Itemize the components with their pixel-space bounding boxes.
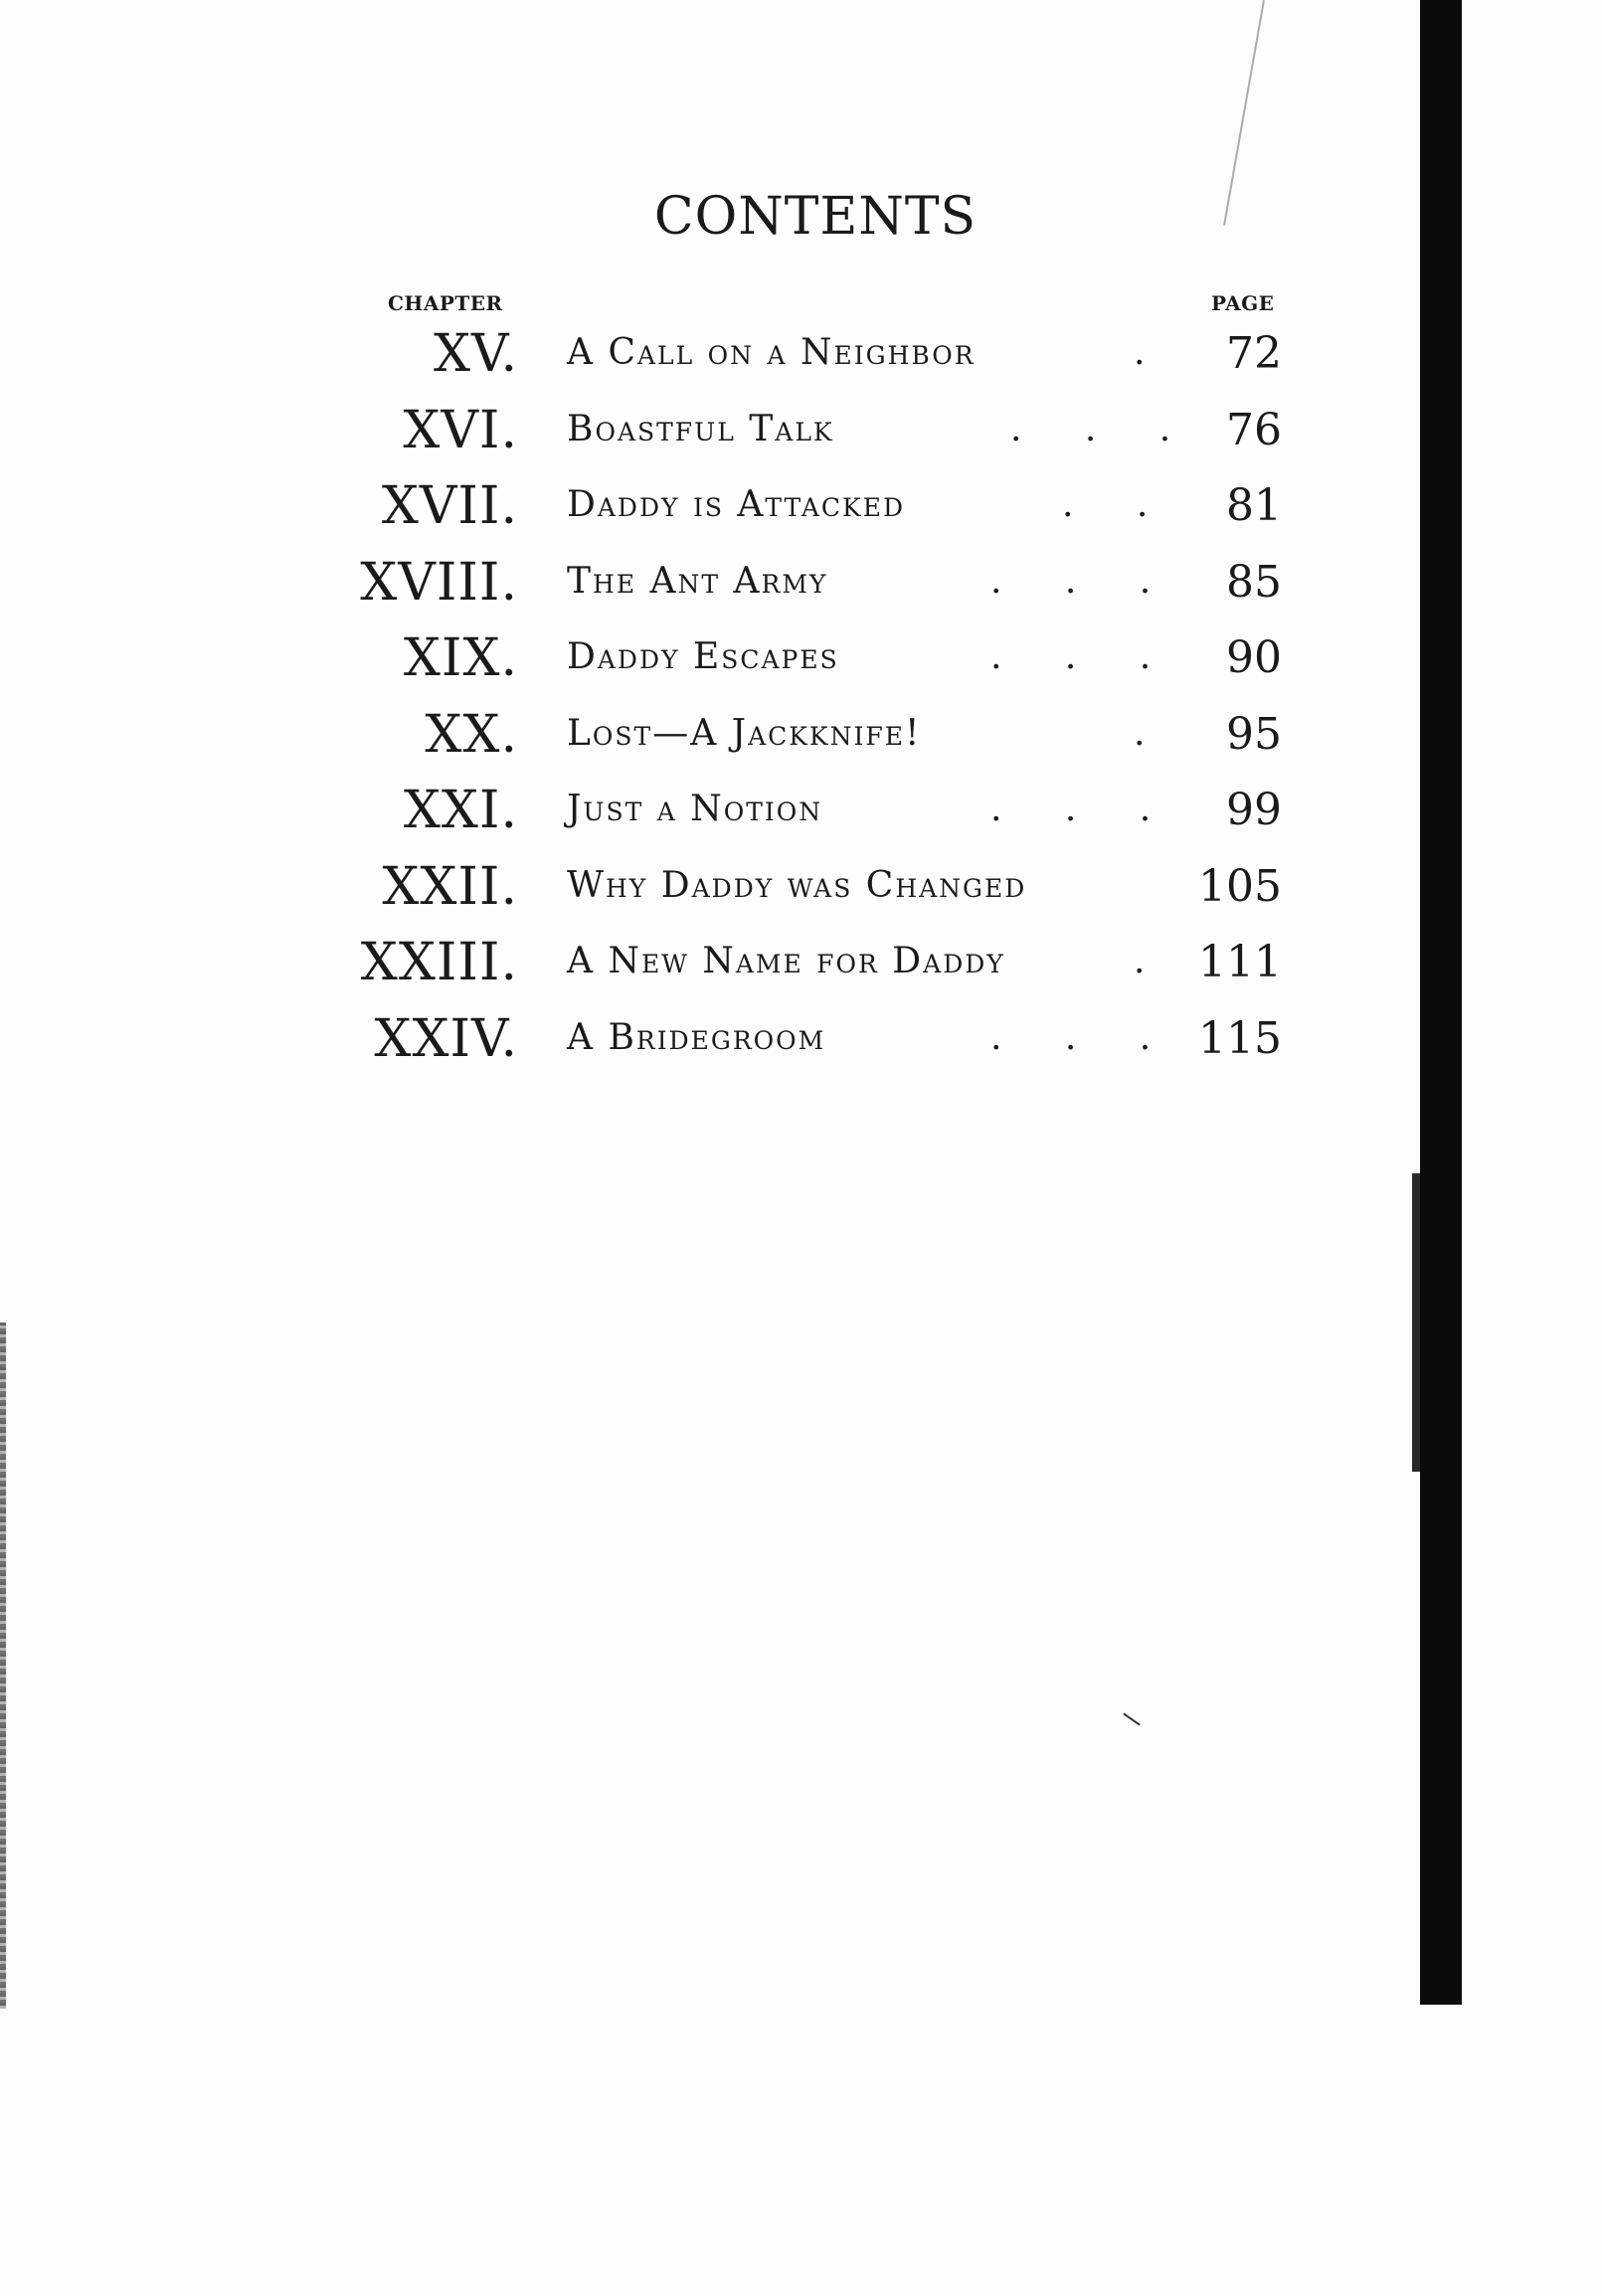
chapter-column-header: CHAPTER [388,291,503,315]
contents-heading: CONTENTS [653,187,978,247]
chapter-title: Daddy is Attacked [567,484,905,525]
chapter-title: Boastful Talk [567,408,834,449]
toc-entry [0,547,1602,623]
chapter-number: XVIII. [360,552,518,613]
dot-leader: . [1134,712,1171,754]
toc-entry [0,622,1602,699]
dot-leader: . [1134,941,1171,981]
scan-stray-line [1223,0,1265,226]
toc-entry [0,699,1602,776]
page-number: 115 [1198,1012,1282,1064]
page-number: 90 [1226,632,1282,683]
dot-leader: . . . [990,560,1177,602]
chapter-title: Just a Notion [567,789,823,829]
chapter-number: XVI. [403,400,518,460]
page-column-header: PAGE [1211,291,1275,315]
toc-entry [0,318,1602,395]
toc-entry [0,1003,1602,1080]
chapter-number: XXI. [403,781,518,840]
page-number: 81 [1226,480,1282,531]
chapter-number: XXIV. [374,1008,518,1069]
toc-entry [0,927,1602,1003]
scan-edge-artifact [0,1323,6,2009]
page-number: 111 [1198,937,1282,987]
page-number: 99 [1226,785,1282,835]
chapter-title: A Call on a Neighbor [567,332,976,373]
chapter-number: XVII. [381,476,518,536]
dot-leader: . . [1062,484,1174,525]
page-number: 72 [1226,328,1282,379]
page-number: 76 [1226,404,1282,455]
scan-stray-mark [1123,1712,1141,1725]
toc-entry [0,775,1602,851]
toc-entry [0,851,1602,928]
dot-leader: . . . [1010,408,1197,449]
chapter-title: Daddy Escapes [567,636,839,677]
chapter-number: XXIII. [360,933,518,992]
toc-entry [0,470,1602,547]
toc-entry [0,395,1602,471]
page-number: 85 [1226,556,1282,608]
page-number: 105 [1198,860,1282,912]
chapter-number: XIX. [403,628,518,688]
chapter-number: XXII. [382,856,518,917]
chapter-title: A New Name for Daddy [567,941,1005,981]
chapter-number: XX. [425,704,518,765]
chapter-title: Why Daddy was Changed [567,864,1027,906]
dot-leader: . . . [990,789,1177,829]
dot-leader: . . . [990,1016,1177,1058]
dot-leader: . [1134,332,1171,373]
page-number: 95 [1226,708,1282,760]
chapter-title: Lost—A Jackknife! [567,712,922,754]
chapter-number: XV. [433,324,518,384]
chapter-title: A Bridegroom [567,1016,826,1058]
table-of-contents [0,318,1602,1079]
chapter-title: The Ant Army [567,560,828,602]
dot-leader: . . . [990,636,1177,677]
